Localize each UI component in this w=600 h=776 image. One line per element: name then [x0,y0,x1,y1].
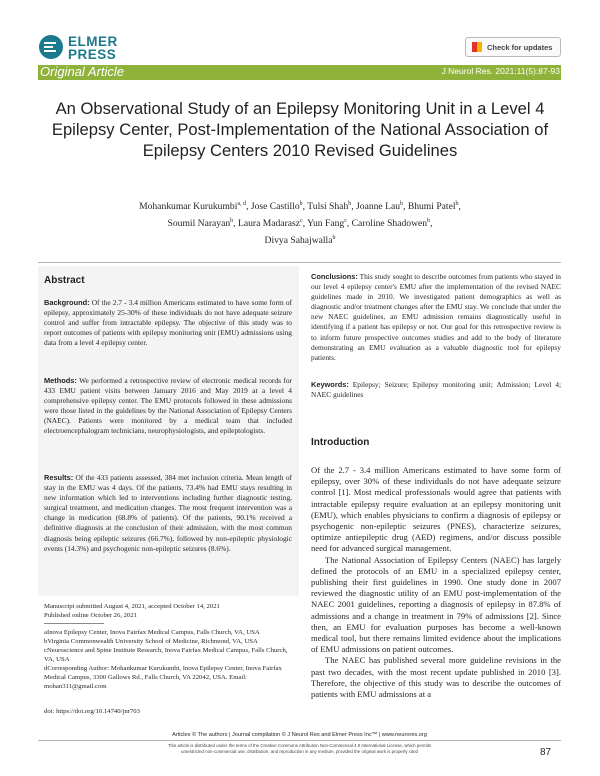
affiliation-b: bVirginia Commonwealth University School of Medicine, Richmond, VA, USA [44,638,258,645]
author-name: Jose Castillo [250,201,300,213]
doi-link[interactable]: doi: https://doi.org/10.14740/jnr703 [44,708,140,715]
manuscript-dates [44,602,294,620]
author-affiliation-mark: b [455,201,459,207]
publisher-name-line2: PRESS [68,47,117,62]
abstract-conclusions [311,272,561,363]
author-name: Soumil Narayan [167,218,231,230]
article-type: Original Article [40,64,125,79]
results-text: Of the 433 patients assessed, 384 met inclusion criteria. Mean length of stay in the EMU was 4 days. Of the patients, 73.4% had EMU stays resulting in new information which led to interventions including further diagnostic testing, surgical treatment, and medication changes. The most frequent intervention was a change in medication (68.8% of patients). Of the patients, 90.1% received a definitive diagnosis at the conclusion of their admission, with the most common diagnosis being epileptic seizures (66.7%), followed by non-epileptic physiologic events (14.3%) and psychogenic non-epileptic seizures (8.6%). [44,473,292,553]
abstract-heading: Abstract [44,275,85,286]
author-separator: , [430,218,433,230]
author-separator: , [302,201,308,213]
check-for-updates-label: Check for updates [487,42,553,52]
footer-divider [38,740,561,741]
author-separator: , [351,201,357,213]
article-title: An Observational Study of an Epilepsy Monitoring Unit in a Level 4 Epilepsy Center, Post-Implementation of the National Association of Epilepsy Centers 2010 Revised Guidelines [51,99,549,160]
conclusions-text: This study sought to describe outcomes from patients who stayed in our level 4 epilepsy center's EMU after the implementation of the revised NAEC guidelines made in 2010. We investigated patient demographics as well as diagnostic and/or treatment changes after the EMU stay. We conclude that under the new NAEC guidelines, an EMU admission remains diagnostically useful in identifying if a patient has epilepsy or not. Our goal for this retrospective review is to inform future prospective outcomes studies and add to the body of literature demonstrating an EMU evaluation as a valuable diagnostic tool for epilepsy patients. [311,272,561,362]
header-divider [38,262,561,263]
background-text: Of the 2.7 - 3.4 million Americans estimated to have some form of epilepsy, approximately 25-30% of these individuals do not have adequate seizure control and suffer from intractable epilepsy. The objective of this study was to report outcomes of patients with epilepsy monitoring unit (EMU) admissions using data from a level 4 epilepsy center. [44,298,292,348]
abstract-results [44,473,292,554]
footer-license [38,743,561,755]
manuscript-submitted: Manuscript submitted August 4, 2021, accepted October 14, 2021 [44,603,220,610]
intro-paragraph-2: The National Association of Epilepsy Centers (NAEC) has largely defined the protocols of an EMU in a specialized epilepsy center, publishing their first guidelines in 1990. One study done in 2007 reviewed the diagnostic utility of an EMU post-implementation of the NAEC 2001 guidelines, reporting a diagnosis of epilepsy in 87.8% of admissions and a change in treatment in 79% of admissions [2]. Since then, an EMU for evaluation purposes has become a well-known medical tool, but there remains limited evidence about the implications of EMU admissions on patient outcomes. [311,554,561,655]
introduction-body [311,465,561,700]
author-name: Mohankumar Kurukumbi [139,201,238,213]
footnote-divider [44,623,104,624]
check-for-updates-icon [472,42,482,52]
footer-copyright: Articles © The authors | Journal compilation © J Neurol Res and Elmer Press Inc™ | www.neurores.org [172,732,427,738]
author-affiliation-mark: b [230,218,234,225]
check-for-updates-button[interactable] [465,37,561,57]
author-name: Laura Madarasz [237,218,301,230]
conclusions-label: Conclusions: [311,272,358,281]
journal-reference: J Neurol Res. 2021;11(5):87-93 [441,66,560,76]
author-affiliation-mark: c [344,218,347,225]
abstract-keywords [311,380,561,400]
background-label: Background: [44,298,90,307]
author-affiliation-mark: b [427,218,431,225]
affiliation-c: cNeuroscience and Spine Institute Research, Inova Fairfax Medical Campus, Falls Church, VA, USA [44,647,288,663]
author-affiliation-mark: b [299,201,303,207]
author-affiliation-mark: b [348,201,352,207]
author-name: Tulsi Shah [307,201,349,213]
author-affiliation-mark: b [400,201,404,207]
author-separator: , [246,201,251,213]
introduction-heading: Introduction [311,437,370,448]
author-separator: , [458,201,461,213]
author-name: Yun Fang [307,218,345,230]
publisher-logo [38,33,128,67]
footer-license-line1: This article is distributed under the terms of the Creative Commons Attribution Non-Commercial 4.0 International License, which permits [167,743,432,748]
author-affiliation-mark: b [332,235,336,242]
author-separator: , [233,218,238,230]
keywords-text: Epilepsy; Seizure; Epilepsy monitoring unit; Admission; Level 4; NAEC guidelines [311,380,561,400]
author-list [70,197,530,249]
affiliations [44,628,294,691]
author-separator: , [346,218,352,230]
keywords-label: Keywords: [311,380,349,389]
author-separator: , [302,218,308,230]
author-affiliation-mark: a, d [237,201,247,207]
elmer-press-logo-icon [38,34,64,60]
author-name: Bhumi Patel [407,201,456,213]
footer-license-line2: unrestricted non-commercial use, distribution, and reproduction in any medium, provided the original work is properly cited [181,749,418,754]
author-name: Joanne Lau [356,201,401,213]
abstract-background [44,298,292,348]
intro-paragraph-1: Of the 2.7 - 3.4 million Americans estimated to have some form of epilepsy, over 30% of these individuals do not have adequate seizure control [1]. Most medical professionals would agree that patients with intractable epilepsy require evaluation at an epilepsy monitoring unit (EMU), which enables physicians to confirm a diagnosis of epilepsy or psychogenic non-epileptic seizures (PNES), characterize seizures, optimize antiepileptic drug (AED) regimens, and/or discuss possible need for advanced surgical management. [311,465,561,554]
intro-paragraph-3: The NAEC has published several more guideline revisions in the past two decades, with the most recent update published in 2010 [3]. Therefore, the objective of this study was to describe the outcomes of patients with EMU admissions at a [311,655,561,700]
affiliation-a: aInova Epilepsy Center, Inova Fairfax Medical Campus, Falls Church, VA, USA [44,629,260,636]
author-name: Caroline Shadowen [351,218,428,230]
publisher-name-line1: ELMER [68,34,118,49]
methods-text: We performed a retrospective review of electronic medical records for 433 EMU patient visits between January 2016 and May 2019 at a level 4 comprehensive epilepsy center. The EMU protocols followed in these admissions were those listed in the guidelines by the National Association of Epilepsy Centers (NAEC). Patients were monitored by a medical team that included electroencephalogram technicians, neurophysiologists, and epileptologists. [44,376,292,436]
author-separator: , [403,201,408,213]
methods-label: Methods: [44,376,77,385]
author-affiliation-mark: c [300,218,303,225]
results-label: Results: [44,473,74,482]
published-online: Published online October 26, 2021 [44,612,138,619]
page-number: 87 [540,747,552,758]
affiliation-d: dCorresponding Author: Mohankumar Kurukumbi, Inova Epilepsy Center, Inova Fairfax Medical Campus, 3300 Gallows Rd., Falls Church, VA 22042, USA. Email: mohan311@gmail.com [44,665,282,690]
abstract-methods [44,376,292,437]
author-name: Divya Sahajwalla [264,235,333,247]
